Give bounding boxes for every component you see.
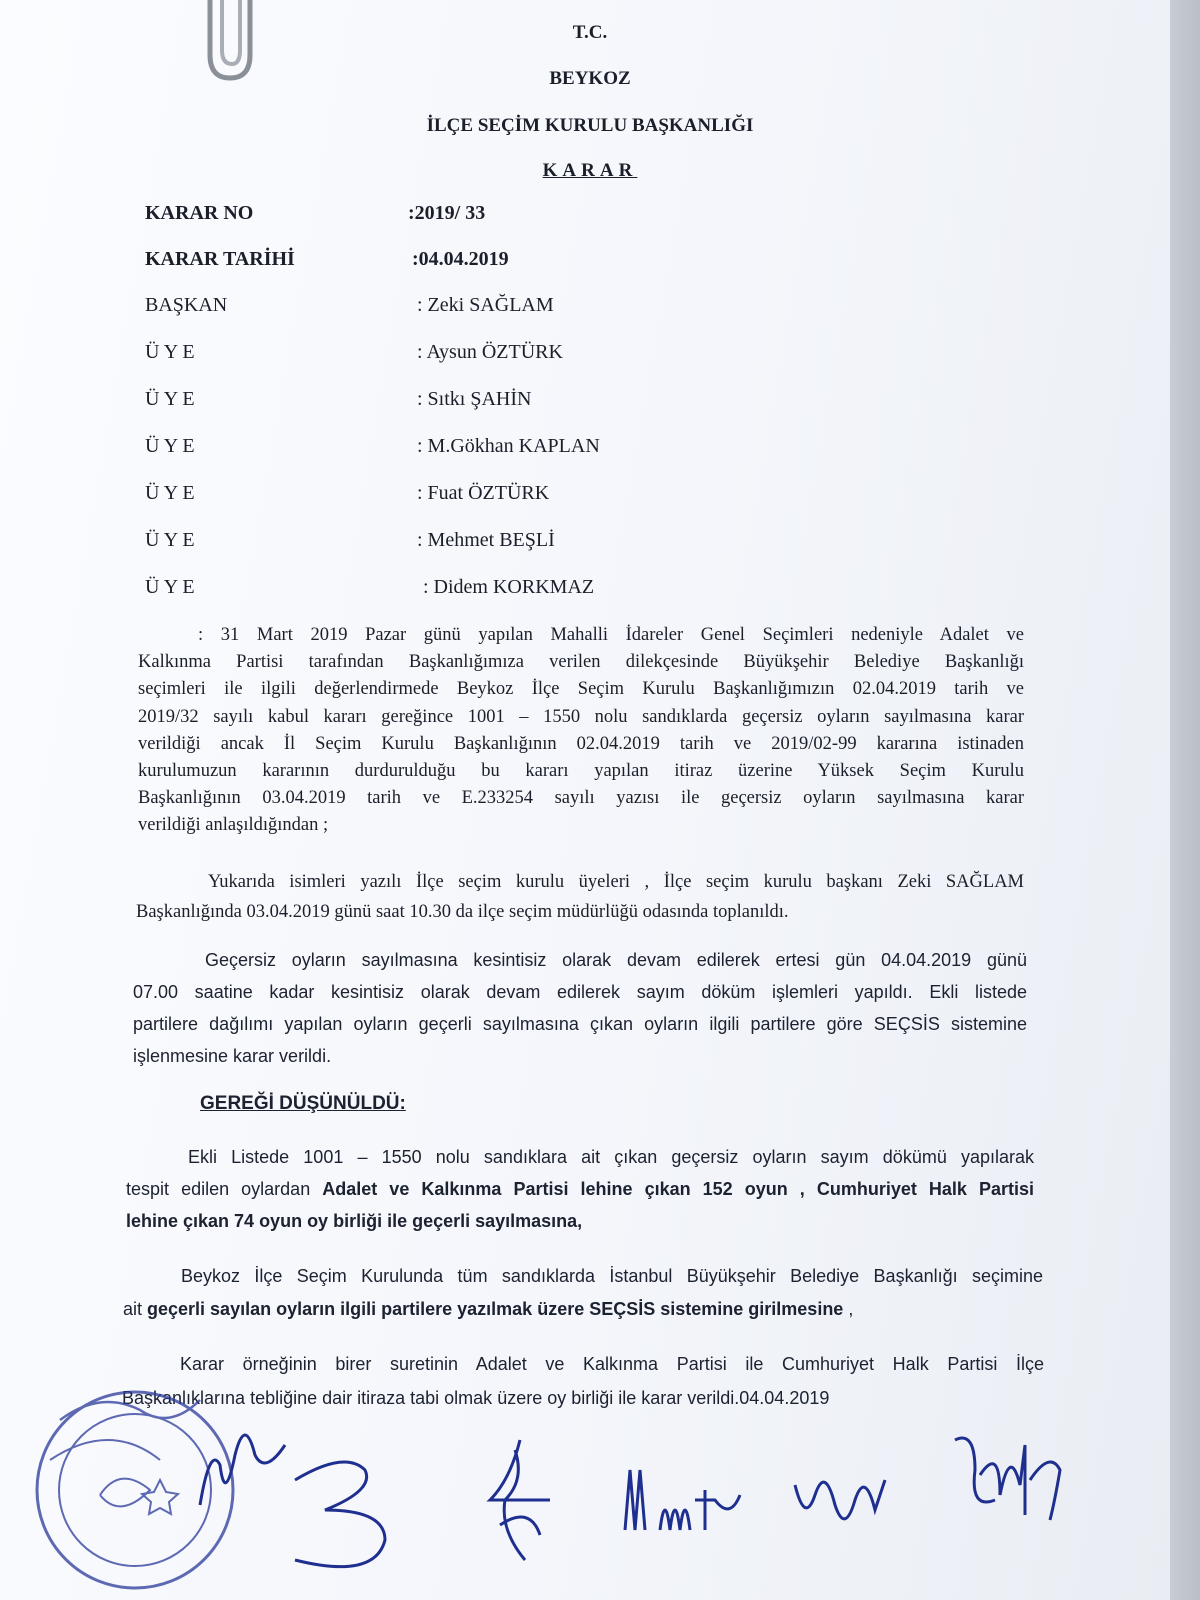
text-line: verildiği ancak İl Seçim Kurulu Başkanlığının 02.04.2019 tarih ve 2019/02-99 kararına istinaden xyxy=(138,733,1024,754)
karar-tarihi-value: :04.04.2019 xyxy=(412,248,509,270)
text-line: Kalkınma Partisi tarafından Başkanlığımıza verilen dilekçesinde Büyükşehir Belediye Başkanlığı xyxy=(138,652,1024,673)
text-segment: tespit edilen oylardan xyxy=(126,1179,323,1199)
signature-3 xyxy=(470,1430,570,1570)
header-tc: T.C. xyxy=(572,22,608,43)
member-name: : Fuat ÖZTÜRK xyxy=(417,482,550,504)
bold-text-line: lehine çıkan 74 oyun oy birliği ile geçerli sayılmasına, xyxy=(126,1211,583,1231)
bold-text-segment: geçerli sayılan oyların ilgili partilere yazılmak üzere SEÇSİS sistemine girilmesine xyxy=(147,1299,844,1319)
text-line: işlenmesine karar verildi. xyxy=(133,1046,332,1066)
member-role: Ü Y E xyxy=(145,529,195,551)
member-name: : Didem KORKMAZ xyxy=(423,576,595,598)
text-line: Yukarıda isimleri yazılı İlçe seçim kurulu üyeleri , İlçe seçim kurulu başkanı Zeki SAĞLAM xyxy=(208,872,1024,892)
text-line: Geçersiz oyların sayılmasına kesintisiz olarak devam edilerek ertesi gün 04.04.2019 günü xyxy=(205,950,1027,970)
text-line: Beykoz İlçe Seçim Kurulunda tüm sandıklarda İstanbul Büyükşehir Belediye Başkanlığı seçimine xyxy=(181,1266,1043,1286)
text-line xyxy=(123,1293,1043,1326)
text-segment: ait xyxy=(123,1299,148,1319)
paragraph-decision-votes xyxy=(126,1141,1034,1237)
text-line: Karar örneğinin birer suretinin Adalet ve Kalkınma Partisi ile Cumhuriyet Halk Partisi İlçe xyxy=(180,1354,1044,1374)
text-segment: , xyxy=(843,1299,854,1319)
member-role: Ü Y E xyxy=(145,388,195,410)
header-city: BEYKOZ xyxy=(549,68,631,89)
member-role: BAŞKAN xyxy=(145,294,228,316)
text-line: 2019/32 sayılı kabul kararı gereğince 1001 – 1550 nolu sandıklarda geçersiz oyların sayılmasına karar xyxy=(138,706,1024,727)
background-edge xyxy=(1170,0,1200,1600)
paragraph-meeting xyxy=(136,867,1024,927)
member-role: Ü Y E xyxy=(145,482,195,504)
karar-no-label: KARAR NO xyxy=(145,202,254,224)
header-board: İLÇE SEÇİM KURULU BAŞKANLIĞI xyxy=(426,115,754,136)
member-role: Ü Y E xyxy=(145,435,195,457)
karar-tarihi-label: KARAR TARİHİ xyxy=(145,248,295,270)
document-type-title: KARAR xyxy=(542,160,638,181)
text-line xyxy=(126,1173,1034,1205)
paragraph-counting xyxy=(133,944,1027,1072)
member-role: Ü Y E xyxy=(145,341,195,363)
member-name: : Zeki SAĞLAM xyxy=(417,294,554,316)
text-line: seçimleri ile ilgili değerlendirmede Beykoz İlçe Seçim Kurulu Başkanlığımızın 02.04.2019 tarih ve xyxy=(138,679,1024,700)
text-line: Ekli Listede 1001 – 1550 nolu sandıklara ait çıkan geçersiz oyların sayım dökümü yapılarak xyxy=(188,1147,1034,1167)
paperclip-icon xyxy=(180,0,280,90)
paragraph-background xyxy=(138,622,1024,840)
text-line: verildiği anlaşıldığından ; xyxy=(138,815,329,836)
member-name: : Mehmet BEŞLİ xyxy=(417,529,555,551)
paragraph-secsis xyxy=(123,1260,1043,1326)
karar-no-value: :2019/ 33 xyxy=(408,202,486,224)
text-line: 07.00 saatine kadar kesintisiz olarak devam edilerek sayım döküm işlemleri yapıldı. Ekli listede xyxy=(133,982,1027,1002)
member-name: : Aysun ÖZTÜRK xyxy=(417,341,563,363)
text-line: Başkanlığında 03.04.2019 günü saat 10.30 da ilçe seçim müdürlüğü odasında toplanıldı. xyxy=(136,902,789,922)
text-line: : 31 Mart 2019 Pazar günü yapılan Mahalli İdareler Genel Seçimleri nedeniyle Adalet ve xyxy=(198,625,1024,645)
signature-5 xyxy=(785,1445,895,1535)
member-role: Ü Y E xyxy=(145,576,195,598)
text-line: Başkanlıklarına tebliğine dair itiraza tabi olmak üzere oy birliği ile karar verildi.04.04.2019 xyxy=(122,1388,830,1408)
bold-text-segment: Adalet ve Kalkınma Partisi lehine çıkan 152 oyun , Cumhuriyet Halk Partisi xyxy=(322,1179,1034,1199)
signature-4 xyxy=(615,1440,745,1550)
member-name: : Sıtkı ŞAHİN xyxy=(417,388,532,410)
member-name: : M.Gökhan KAPLAN xyxy=(417,435,600,457)
paragraph-notification xyxy=(122,1347,1044,1415)
signature-2 xyxy=(280,1440,410,1580)
text-line: kurulumuzun kararının durdurulduğu bu kararı yapılan itiraz üzerine Yüksek Seçim Kurulu xyxy=(138,761,1024,782)
decision-heading: GEREĞİ DÜŞÜNÜLDÜ: xyxy=(200,1093,406,1114)
text-line: Başkanlığının 03.04.2019 tarih ve E.233254 sayılı yazısı ile geçersiz oyların sayılmasına karar xyxy=(138,788,1024,809)
signature-6 xyxy=(940,1420,1080,1530)
text-line: partilere dağılımı yapılan oyların geçerli sayılmasına çıkan oyların ilgili partilere göre SEÇSİS sistemine xyxy=(133,1014,1027,1034)
